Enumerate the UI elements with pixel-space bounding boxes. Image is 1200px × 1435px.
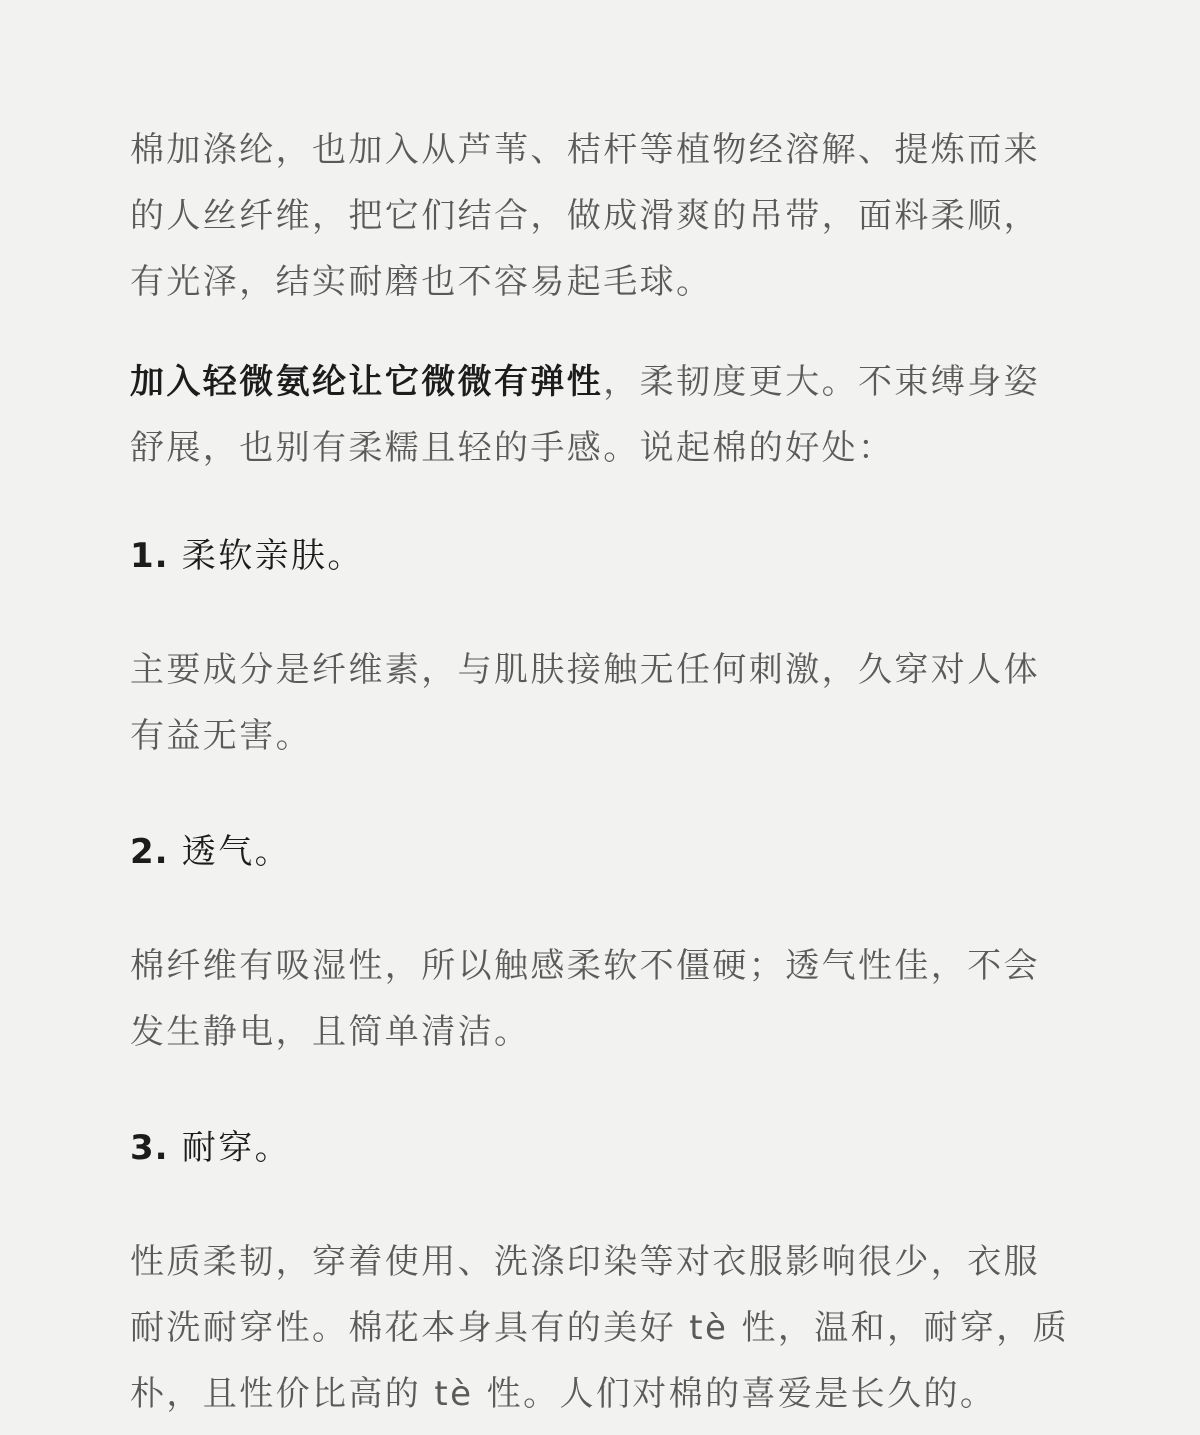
item-number-3: 3. [130,1128,169,1168]
item-number-1: 1. [130,536,169,576]
item-title-3: 耐穿。 [181,1128,291,1168]
item-heading-1 [130,523,1075,589]
emphasis-text: 加入轻微氨纶让它微微有弹性 [130,362,604,402]
item-title-1: 柔软亲肤。 [181,536,364,576]
item-body-1: 主要成分是纤维素，与肌肤接触无任何刺激，久穿对人体有益无害。 [130,650,1040,756]
item-body-3: 性质柔韧，穿着使用、洗涤印染等对衣服影响很少，衣服耐洗耐穿性。棉花本身具有的美好 tè 性，温和，耐穿，质朴，且性价比高的 tè 性。人们对棉的喜爱是长久的。 [130,1242,1070,1414]
elastic-paragraph-rest: ，柔韧度更大。不束缚身姿舒展，也别有柔糯且轻的手感。说起棉的好处： [130,362,1041,468]
intro-paragraph: 棉加涤纶，也加入从芦苇、桔杆等植物经溶解、提炼而来的人丝纤维，把它们结合，做成滑爽的吊带，面料柔顺，有光泽，结实耐磨也不容易起毛球。 [130,130,1040,302]
article-body [130,117,1075,1427]
elastic-paragraph [130,349,1075,481]
item-heading-3 [130,1115,1075,1181]
item-title-2: 透气。 [181,832,291,872]
item-heading-2 [130,819,1075,885]
item-body-2: 棉纤维有吸湿性，所以触感柔软不僵硬；透气性佳，不会发生静电，且简单清洁。 [130,946,1040,1052]
item-number-2: 2. [130,832,169,872]
